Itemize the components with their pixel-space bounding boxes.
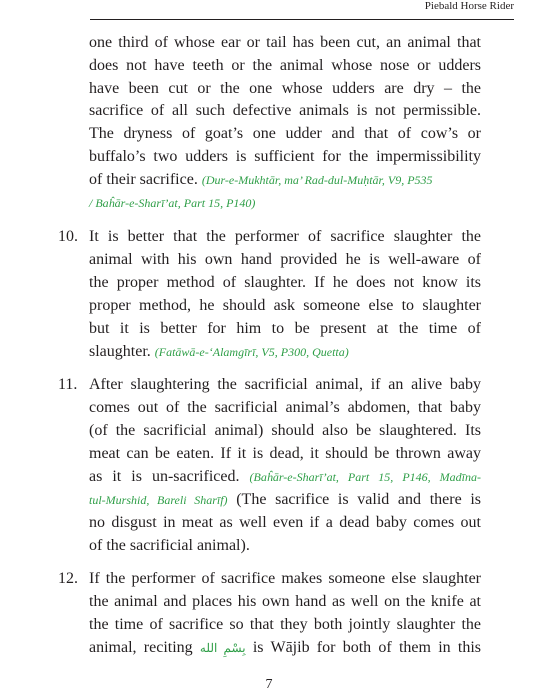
body-text: of their sacrifice. [89,171,198,188]
text-line: (of the sacrificial animal) should also be slaughtered. Its [89,422,481,439]
page-number: 7 [265,677,273,692]
running-header [90,0,514,20]
text-line [89,192,481,214]
citation: (Fatāwā-e-‘Alamgīrī, V5, P300, Quetta) [154,345,349,359]
text-line: does not have teeth or the animal whose nose or udders [89,57,481,74]
text-line: the animal and places his own hand as well on the knife at [89,593,481,610]
text-line: sacrifice of all such defective animals is not permissible. [89,102,481,119]
text-line: After slaughtering the sacrificial animal, if an alive baby [89,376,481,393]
text-line: no disgust in meat as well even if a dead baby comes out [89,514,481,531]
citation: tul-Murshid, Bareli Sharīf) [89,493,228,507]
text-line: If the performer of sacrifice makes someone else slaughter [89,570,481,587]
text-line: The dryness of goat’s one udder and that of cow’s or [89,125,481,142]
item-number: 12. [58,570,78,587]
item-number: 11. [58,376,78,393]
text-line: proper method, he should ask someone else to slaughter [89,297,481,314]
citation: (Dur-e-Mukhtār, ma’ Rad-dul-Muḥtār, V9, P535 [201,173,433,187]
text-line: comes out of the sacrificial animal’s abdomen, that baby [89,399,481,416]
body-text: slaughter. [89,343,151,360]
running-title: Piebald Horse Rider [424,0,514,12]
citation: (Baĥār-e-Sharī’at, Part 15, P146, Madīna- [249,470,481,484]
body-text: as it is un-sacrificed. [89,468,240,485]
text-line: animal with his own hand provided he is well-aware of [89,251,481,268]
text-line: meat can be eaten. If it is dead, it should be thrown away [89,445,481,462]
text-line: buffalo’s two udders is sufficient for the impermissibility [89,148,481,165]
text-line: but it is better for him to be present at the time of [89,320,481,337]
arabic-phrase: بِسْمِ الله [199,641,246,655]
item-number: 10. [58,228,78,245]
text-line: have been cut or the one whose udders are dry – the [89,80,481,97]
text-line: of the sacrificial animal). [89,537,250,554]
body-text: (The sacrifice is valid and there is [236,491,482,508]
text-line [89,341,481,363]
body-text: is Wājib for both of them in this [252,639,482,656]
text-line: the time of sacrifice so that they both jointly slaughter the [89,616,481,633]
text-line: one third of whose ear or tail has been cut, an animal that [89,34,481,51]
text-line: It is better that the performer of sacrifice slaughter the [89,228,481,245]
text-line [89,466,481,488]
text-line: the proper method of slaughter. If he does not know its [89,274,481,291]
text-line [89,169,481,191]
text-line [89,637,481,659]
text-line [89,489,481,511]
body-text: animal, reciting [89,639,193,656]
citation: / Baĥār-e-Sharī’at, Part 15, P140) [89,196,256,210]
